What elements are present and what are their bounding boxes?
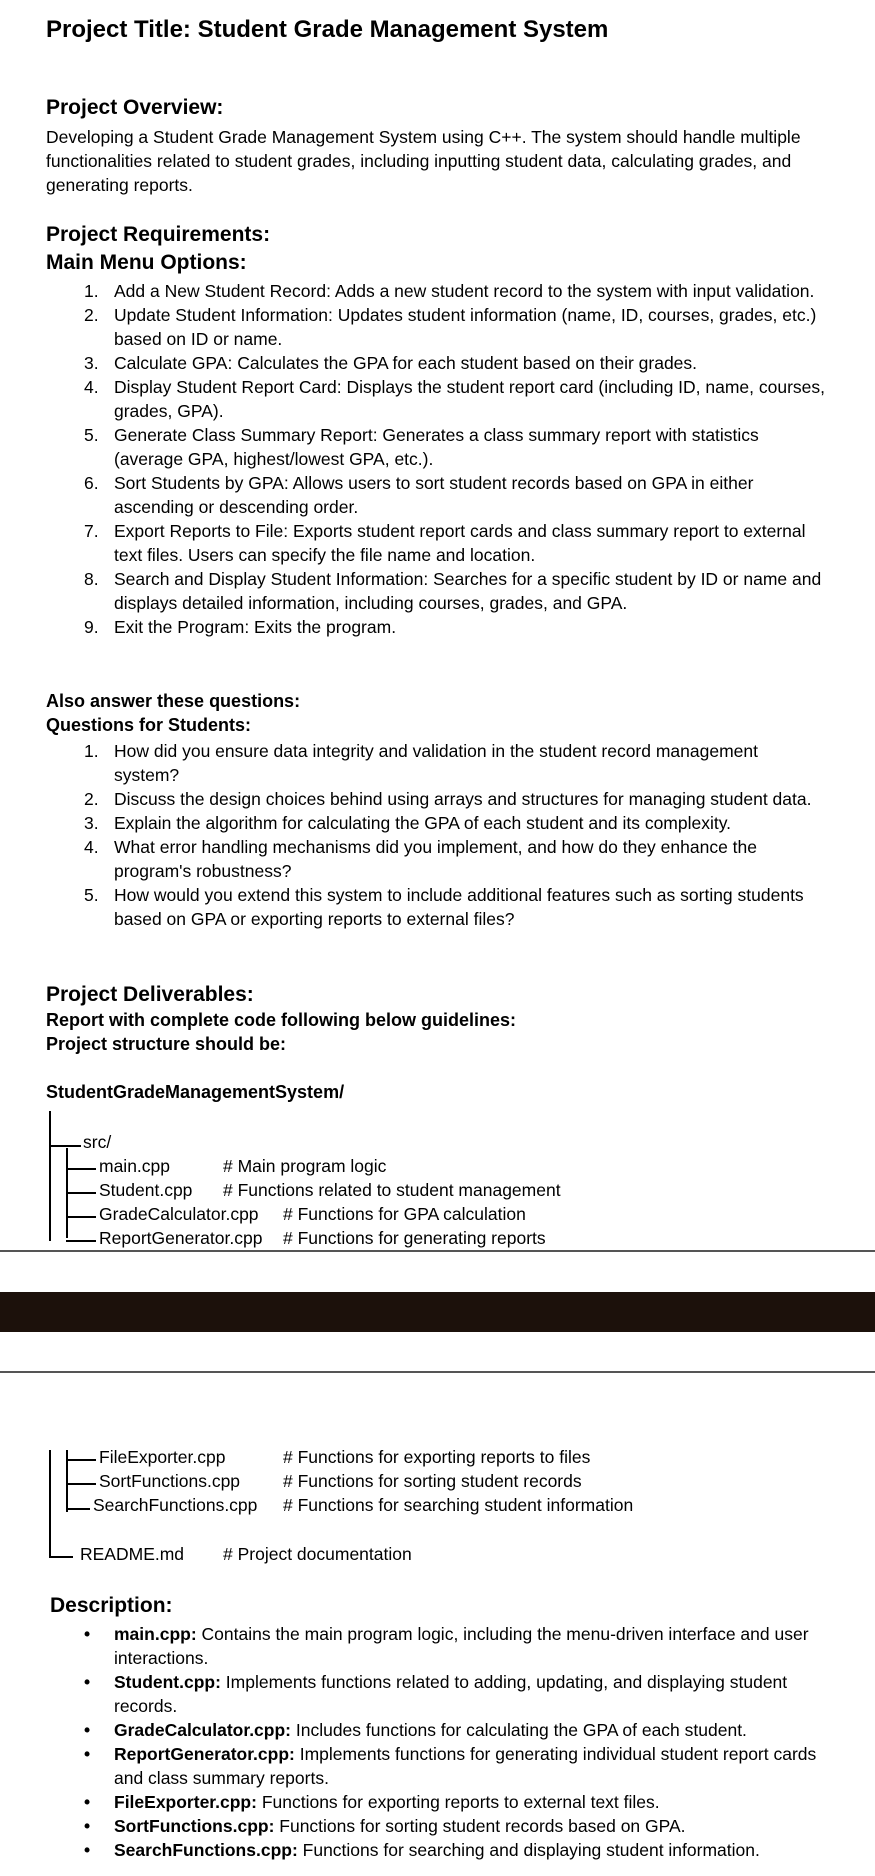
list-item xyxy=(46,1622,836,1670)
description-heading: Description: xyxy=(50,1594,173,1617)
tree-connector xyxy=(49,1450,51,1556)
list-number: 1. xyxy=(84,741,99,761)
tree-file-name: SearchFunctions.cpp xyxy=(93,1495,258,1515)
list-item xyxy=(46,1790,836,1814)
tree-connector xyxy=(66,1168,96,1170)
list-item xyxy=(46,1670,836,1718)
questions-heading: Questions for Students: xyxy=(46,715,252,735)
structure-root: StudentGradeManagementSystem/ xyxy=(46,1082,345,1102)
bullet: • xyxy=(84,1792,91,1812)
page-title: Project Title: Student Grade Management System xyxy=(46,16,609,43)
list-item xyxy=(46,1814,836,1838)
tree-connector xyxy=(66,1483,96,1485)
list-number: 4. xyxy=(84,377,99,397)
tree-file-comment: # Functions for sorting student records xyxy=(283,1471,582,1491)
tree-file-name: SortFunctions.cpp xyxy=(99,1471,241,1491)
list-item xyxy=(46,1718,836,1742)
tree-connector xyxy=(66,1192,96,1194)
tree-connector xyxy=(49,1556,73,1558)
directory-tree-top xyxy=(46,1108,826,1248)
file-name: SortFunctions.cpp: xyxy=(114,1816,275,1836)
list-item xyxy=(46,811,826,835)
tree-file-name: FileExporter.cpp xyxy=(99,1447,226,1467)
bullet: • xyxy=(84,1672,91,1692)
tree-connector xyxy=(49,1145,81,1147)
tree-file-row xyxy=(99,1156,170,1177)
list-item xyxy=(46,303,826,351)
file-name: Student.cpp: xyxy=(114,1672,221,1692)
bullet: • xyxy=(84,1816,91,1836)
tree-file-comment: # Project documentation xyxy=(223,1544,412,1564)
tree-file-comment: # Functions for exporting reports to files xyxy=(283,1447,591,1467)
file-name: FileExporter.cpp: xyxy=(114,1792,257,1812)
list-item xyxy=(46,279,826,303)
tree-file-row xyxy=(99,1447,225,1468)
tree-file-name: Student.cpp xyxy=(99,1180,193,1200)
tree-connector xyxy=(66,1240,96,1242)
list-number: 1. xyxy=(84,281,99,301)
list-number: 3. xyxy=(84,813,99,833)
deliverables-line-1: Report with complete code following below guidelines: xyxy=(46,1010,517,1030)
directory-tree-bottom xyxy=(46,1446,826,1576)
list-text: Discuss the design choices behind using arrays and structures for managing student data. xyxy=(114,789,812,809)
list-text: Update Student Information: Updates student information (name, ID, courses, grades, etc.) based on ID or name. xyxy=(114,305,817,349)
list-text: How would you extend this system to include additional features such as sorting students based on GPA or exporting reports to external files? xyxy=(114,885,804,929)
list-text: Explain the algorithm for calculating the GPA of each student and its complexity. xyxy=(114,813,732,833)
list-item xyxy=(46,835,826,883)
list-number: 7. xyxy=(84,521,99,541)
list-item xyxy=(46,471,826,519)
tree-connector xyxy=(66,1459,96,1461)
file-description: Implements functions for generating individual student report cards and class summary reports. xyxy=(114,1744,817,1788)
description-list xyxy=(46,1622,836,1862)
list-number: 2. xyxy=(84,789,99,809)
tree-file-comment: # Main program logic xyxy=(223,1156,387,1176)
list-text: How did you ensure data integrity and validation in the student record management system? xyxy=(114,741,759,785)
deliverables-line-2: Project structure should be: xyxy=(46,1034,287,1054)
tree-file-name: README.md xyxy=(80,1544,185,1564)
file-name: ReportGenerator.cpp: xyxy=(114,1744,295,1764)
list-number: 6. xyxy=(84,473,99,493)
page-break-line xyxy=(0,1250,875,1252)
tree-file-comment: # Functions for generating reports xyxy=(283,1228,546,1248)
bullet: • xyxy=(84,1720,91,1740)
list-number: 5. xyxy=(84,885,99,905)
list-text: Sort Students by GPA: Allows users to sort student records based on GPA in either ascending or descending order. xyxy=(114,473,754,517)
tree-file-name: GradeCalculator.cpp xyxy=(99,1204,259,1224)
list-text: Calculate GPA: Calculates the GPA for each student based on their grades. xyxy=(114,353,698,373)
tree-file-row xyxy=(93,1495,257,1516)
list-number: 9. xyxy=(84,617,99,637)
tree-file-row xyxy=(99,1471,240,1492)
tree-connector xyxy=(49,1111,51,1241)
tree-file-comment: # Functions for searching student information xyxy=(283,1495,634,1515)
list-text: Add a New Student Record: Adds a new student record to the system with input validation. xyxy=(114,281,815,301)
list-text: Export Reports to File: Exports student report cards and class summary report to external text files. Users can specify the file name and location. xyxy=(114,521,806,565)
file-name: SearchFunctions.cpp: xyxy=(114,1840,298,1860)
deliverables-heading: Project Deliverables: xyxy=(46,983,254,1006)
tree-file-comment: # Functions related to student management xyxy=(223,1180,561,1200)
list-item xyxy=(46,883,826,931)
tree-file-name: ReportGenerator.cpp xyxy=(99,1228,263,1248)
list-number: 5. xyxy=(84,425,99,445)
file-name: GradeCalculator.cpp: xyxy=(114,1720,291,1740)
bullet: • xyxy=(84,1624,91,1644)
tree-file-row xyxy=(99,1204,259,1225)
list-item xyxy=(46,1742,836,1790)
file-name: main.cpp: xyxy=(114,1624,197,1644)
list-item xyxy=(46,615,826,639)
list-number: 2. xyxy=(84,305,99,325)
list-item xyxy=(46,351,826,375)
list-item xyxy=(46,519,826,567)
list-item xyxy=(46,375,826,423)
list-text: Search and Display Student Information: Searches for a specific student by ID or name and displays detailed information, including courses, grades, and GPA. xyxy=(114,569,822,613)
overview-text: Developing a Student Grade Management System using C++. The system should handle multiple functionalities related to student grades, including inputting student data, calculating grades, and generating reports. xyxy=(46,127,801,195)
file-description: Functions for exporting reports to external text files. xyxy=(256,1792,660,1812)
overview-heading: Project Overview: xyxy=(46,96,224,119)
file-description: Functions for searching and displaying student information. xyxy=(297,1840,760,1860)
list-number: 8. xyxy=(84,569,99,589)
questions-intro-heading: Also answer these questions: xyxy=(46,691,301,711)
tree-file-row xyxy=(99,1180,192,1201)
list-item xyxy=(46,423,826,471)
tree-connector xyxy=(66,1508,90,1510)
list-text: Display Student Report Card: Displays the student report card (including ID, name, courses, grades, GPA). xyxy=(114,377,826,421)
list-item xyxy=(46,787,826,811)
list-text: What error handling mechanisms did you implement, and how do they enhance the program's robustness? xyxy=(114,837,758,881)
list-text: Exit the Program: Exits the program. xyxy=(114,617,397,637)
list-item xyxy=(46,567,826,615)
tree-folder-src: src/ xyxy=(83,1132,112,1152)
tree-file-row xyxy=(99,1228,262,1249)
list-text: Generate Class Summary Report: Generates a class summary report with statistics (average GPA, highest/lowest GPA, etc.). xyxy=(114,425,759,469)
menu-options-list xyxy=(46,279,826,639)
list-number: 3. xyxy=(84,353,99,373)
tree-file-comment: # Functions for GPA calculation xyxy=(283,1204,526,1224)
questions-list xyxy=(46,739,826,931)
tree-file-row xyxy=(80,1544,184,1565)
bullet: • xyxy=(84,1744,91,1764)
file-description: Functions for sorting student records based on GPA. xyxy=(274,1816,686,1836)
file-description: Contains the main program logic, including the menu-driven interface and user interactions. xyxy=(114,1624,809,1668)
bullet: • xyxy=(84,1840,91,1860)
list-item xyxy=(46,1838,836,1862)
tree-connector xyxy=(66,1216,96,1218)
page-break-line xyxy=(0,1371,875,1373)
file-description: Includes functions for calculating the GPA of each student. xyxy=(291,1720,747,1740)
file-description: Implements functions related to adding, updating, and displaying student records. xyxy=(114,1672,788,1716)
requirements-heading: Project Requirements: xyxy=(46,223,271,246)
list-item xyxy=(46,739,826,787)
menu-options-heading: Main Menu Options: xyxy=(46,251,247,274)
tree-file-name: main.cpp xyxy=(99,1156,171,1176)
page-break-band xyxy=(0,1292,875,1332)
list-number: 4. xyxy=(84,837,99,857)
